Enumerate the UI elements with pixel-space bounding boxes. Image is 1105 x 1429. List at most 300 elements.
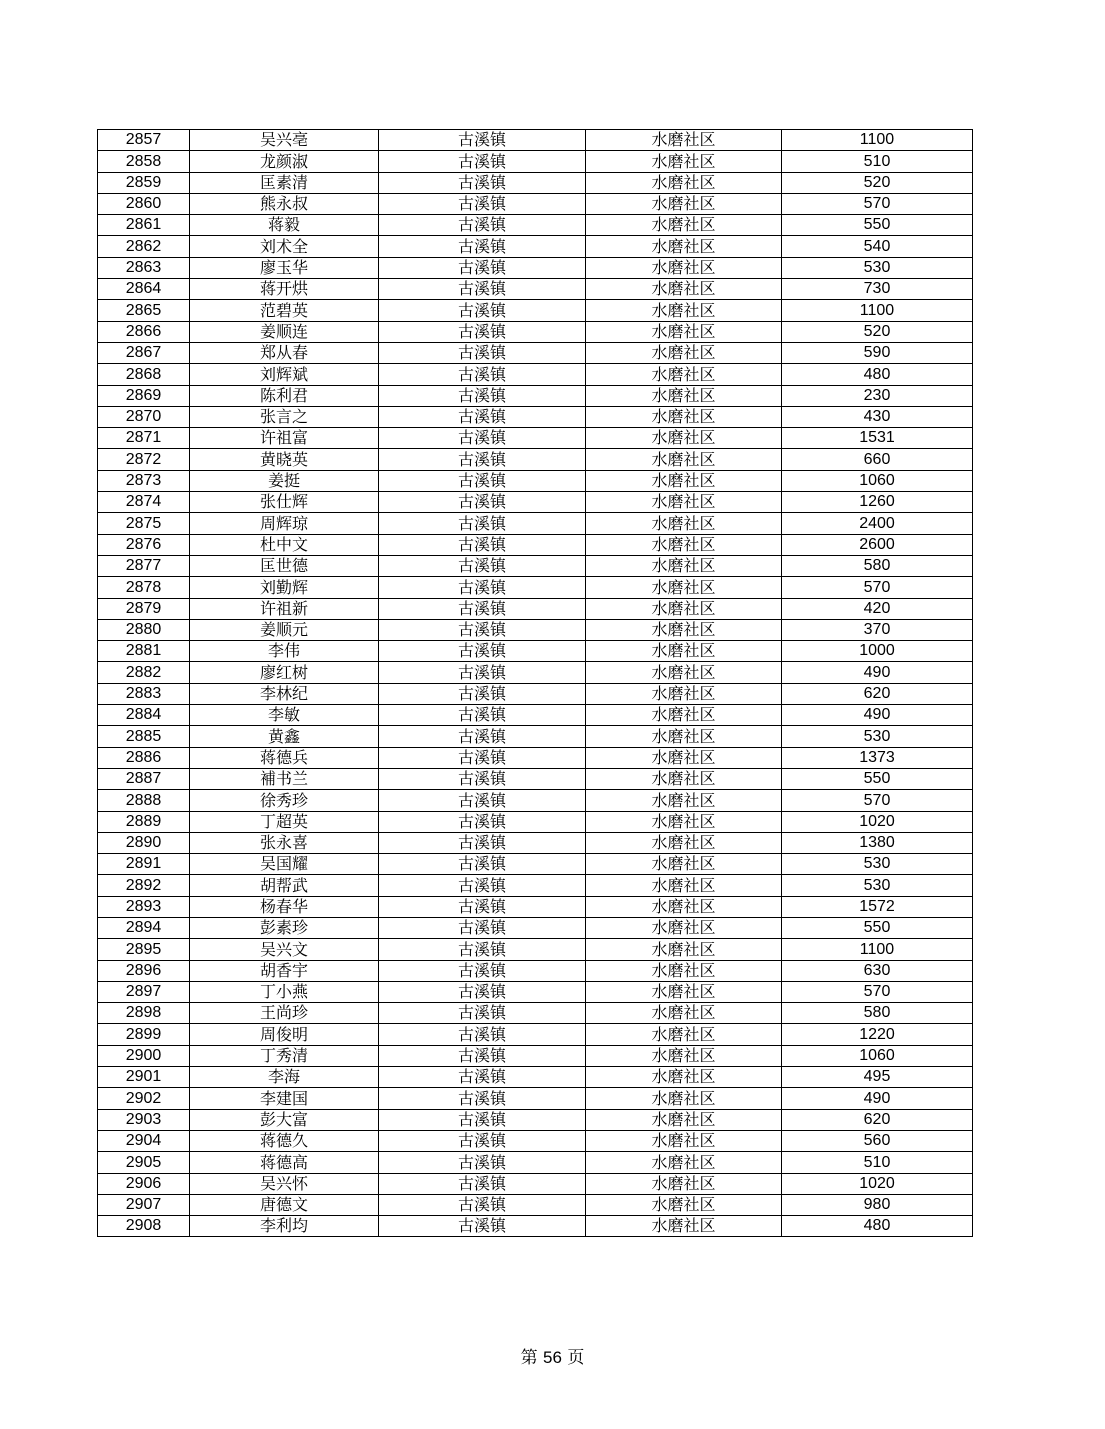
serial-number-cell: 2898 bbox=[98, 1003, 190, 1024]
table-row bbox=[98, 854, 973, 875]
town-cell: 古溪镇 bbox=[379, 406, 586, 427]
serial-number-cell: 2867 bbox=[98, 342, 190, 363]
amount-cell: 1020 bbox=[782, 811, 973, 832]
amount-cell: 520 bbox=[782, 321, 973, 342]
table-row bbox=[98, 683, 973, 704]
name-cell: 彭素珍 bbox=[190, 917, 379, 938]
town-cell: 古溪镇 bbox=[379, 470, 586, 491]
serial-number-cell: 2894 bbox=[98, 917, 190, 938]
amount-cell: 550 bbox=[782, 215, 973, 236]
amount-cell: 1380 bbox=[782, 832, 973, 853]
amount-cell: 1572 bbox=[782, 896, 973, 917]
community-cell: 水磨社区 bbox=[586, 364, 782, 385]
community-cell: 水磨社区 bbox=[586, 279, 782, 300]
name-cell: 唐德文 bbox=[190, 1194, 379, 1215]
table-row bbox=[98, 1194, 973, 1215]
name-cell: 许祖富 bbox=[190, 428, 379, 449]
name-cell: 蒋德久 bbox=[190, 1130, 379, 1151]
town-cell: 古溪镇 bbox=[379, 449, 586, 470]
community-cell: 水磨社区 bbox=[586, 1152, 782, 1173]
name-cell: 姜顺连 bbox=[190, 321, 379, 342]
name-cell: 陈利君 bbox=[190, 385, 379, 406]
town-cell: 古溪镇 bbox=[379, 130, 586, 151]
town-cell: 古溪镇 bbox=[379, 513, 586, 534]
name-cell: 蒋德高 bbox=[190, 1152, 379, 1173]
amount-cell: 530 bbox=[782, 854, 973, 875]
table-row bbox=[98, 598, 973, 619]
community-cell: 水磨社区 bbox=[586, 641, 782, 662]
name-cell: 李林纪 bbox=[190, 683, 379, 704]
table-row bbox=[98, 215, 973, 236]
community-cell: 水磨社区 bbox=[586, 917, 782, 938]
amount-cell: 580 bbox=[782, 1003, 973, 1024]
serial-number-cell: 2858 bbox=[98, 151, 190, 172]
serial-number-cell: 2908 bbox=[98, 1216, 190, 1237]
community-cell: 水磨社区 bbox=[586, 683, 782, 704]
serial-number-cell: 2892 bbox=[98, 875, 190, 896]
amount-cell: 430 bbox=[782, 406, 973, 427]
name-cell: 徐秀珍 bbox=[190, 790, 379, 811]
community-cell: 水磨社区 bbox=[586, 981, 782, 1002]
serial-number-cell: 2868 bbox=[98, 364, 190, 385]
community-cell: 水磨社区 bbox=[586, 172, 782, 193]
amount-cell: 570 bbox=[782, 981, 973, 1002]
table-row bbox=[98, 1130, 973, 1151]
serial-number-cell: 2889 bbox=[98, 811, 190, 832]
serial-number-cell: 2907 bbox=[98, 1194, 190, 1215]
serial-number-cell: 2860 bbox=[98, 193, 190, 214]
community-cell: 水磨社区 bbox=[586, 1003, 782, 1024]
name-cell: 吴国耀 bbox=[190, 854, 379, 875]
name-cell: 李伟 bbox=[190, 641, 379, 662]
table-row bbox=[98, 811, 973, 832]
amount-cell: 520 bbox=[782, 172, 973, 193]
name-cell: 李敏 bbox=[190, 705, 379, 726]
footer-suffix: 页 bbox=[567, 1348, 585, 1368]
community-cell: 水磨社区 bbox=[586, 215, 782, 236]
amount-cell: 480 bbox=[782, 364, 973, 385]
amount-cell: 550 bbox=[782, 917, 973, 938]
table-row bbox=[98, 492, 973, 513]
amount-cell: 660 bbox=[782, 449, 973, 470]
community-cell: 水磨社区 bbox=[586, 832, 782, 853]
community-cell: 水磨社区 bbox=[586, 257, 782, 278]
table-row bbox=[98, 470, 973, 491]
name-cell: 匡世德 bbox=[190, 555, 379, 576]
amount-cell: 620 bbox=[782, 683, 973, 704]
town-cell: 古溪镇 bbox=[379, 854, 586, 875]
serial-number-cell: 2899 bbox=[98, 1024, 190, 1045]
community-cell: 水磨社区 bbox=[586, 342, 782, 363]
name-cell: 杨春华 bbox=[190, 896, 379, 917]
table-row bbox=[98, 747, 973, 768]
town-cell: 古溪镇 bbox=[379, 151, 586, 172]
town-cell: 古溪镇 bbox=[379, 300, 586, 321]
serial-number-cell: 2878 bbox=[98, 577, 190, 598]
amount-cell: 1020 bbox=[782, 1173, 973, 1194]
amount-cell: 580 bbox=[782, 555, 973, 576]
name-cell: 黄鑫 bbox=[190, 726, 379, 747]
town-cell: 古溪镇 bbox=[379, 279, 586, 300]
name-cell: 王尚珍 bbox=[190, 1003, 379, 1024]
community-cell: 水磨社区 bbox=[586, 1109, 782, 1130]
amount-cell: 490 bbox=[782, 1088, 973, 1109]
community-cell: 水磨社区 bbox=[586, 1173, 782, 1194]
serial-number-cell: 2902 bbox=[98, 1088, 190, 1109]
table-row bbox=[98, 172, 973, 193]
amount-cell: 420 bbox=[782, 598, 973, 619]
name-cell: 丁秀清 bbox=[190, 1045, 379, 1066]
community-cell: 水磨社区 bbox=[586, 960, 782, 981]
amount-cell: 1260 bbox=[782, 492, 973, 513]
town-cell: 古溪镇 bbox=[379, 790, 586, 811]
town-cell: 古溪镇 bbox=[379, 257, 586, 278]
community-cell: 水磨社区 bbox=[586, 555, 782, 576]
town-cell: 古溪镇 bbox=[379, 641, 586, 662]
amount-cell: 480 bbox=[782, 1216, 973, 1237]
serial-number-cell: 2874 bbox=[98, 492, 190, 513]
serial-number-cell: 2897 bbox=[98, 981, 190, 1002]
community-cell: 水磨社区 bbox=[586, 854, 782, 875]
community-cell: 水磨社区 bbox=[586, 406, 782, 427]
town-cell: 古溪镇 bbox=[379, 1194, 586, 1215]
serial-number-cell: 2890 bbox=[98, 832, 190, 853]
table-row bbox=[98, 406, 973, 427]
amount-cell: 1531 bbox=[782, 428, 973, 449]
town-cell: 古溪镇 bbox=[379, 662, 586, 683]
town-cell: 古溪镇 bbox=[379, 1045, 586, 1066]
table-row bbox=[98, 513, 973, 534]
amount-cell: 1220 bbox=[782, 1024, 973, 1045]
serial-number-cell: 2901 bbox=[98, 1067, 190, 1088]
town-cell: 古溪镇 bbox=[379, 321, 586, 342]
serial-number-cell: 2866 bbox=[98, 321, 190, 342]
serial-number-cell: 2903 bbox=[98, 1109, 190, 1130]
footer-prefix: 第 bbox=[520, 1348, 538, 1368]
amount-cell: 1060 bbox=[782, 470, 973, 491]
town-cell: 古溪镇 bbox=[379, 875, 586, 896]
name-cell: 周俊明 bbox=[190, 1024, 379, 1045]
table-row bbox=[98, 534, 973, 555]
serial-number-cell: 2875 bbox=[98, 513, 190, 534]
town-cell: 古溪镇 bbox=[379, 896, 586, 917]
amount-cell: 590 bbox=[782, 342, 973, 363]
name-cell: 姜顺元 bbox=[190, 619, 379, 640]
amount-cell: 560 bbox=[782, 1130, 973, 1151]
town-cell: 古溪镇 bbox=[379, 534, 586, 555]
serial-number-cell: 2880 bbox=[98, 619, 190, 640]
amount-cell: 530 bbox=[782, 875, 973, 896]
amount-cell: 230 bbox=[782, 385, 973, 406]
name-cell: 张永喜 bbox=[190, 832, 379, 853]
table-row bbox=[98, 300, 973, 321]
community-cell: 水磨社区 bbox=[586, 492, 782, 513]
serial-number-cell: 2869 bbox=[98, 385, 190, 406]
town-cell: 古溪镇 bbox=[379, 768, 586, 789]
serial-number-cell: 2872 bbox=[98, 449, 190, 470]
page-number: 56 bbox=[543, 1348, 562, 1367]
table-row bbox=[98, 790, 973, 811]
community-cell: 水磨社区 bbox=[586, 705, 782, 726]
table-row bbox=[98, 577, 973, 598]
name-cell: 廖玉华 bbox=[190, 257, 379, 278]
table-row bbox=[98, 917, 973, 938]
town-cell: 古溪镇 bbox=[379, 960, 586, 981]
community-cell: 水磨社区 bbox=[586, 428, 782, 449]
table-row bbox=[98, 1088, 973, 1109]
amount-cell: 570 bbox=[782, 193, 973, 214]
amount-cell: 370 bbox=[782, 619, 973, 640]
name-cell: 吴兴文 bbox=[190, 939, 379, 960]
community-cell: 水磨社区 bbox=[586, 130, 782, 151]
name-cell: 龙颜淑 bbox=[190, 151, 379, 172]
amount-cell: 2400 bbox=[782, 513, 973, 534]
name-cell: 周辉琼 bbox=[190, 513, 379, 534]
town-cell: 古溪镇 bbox=[379, 726, 586, 747]
serial-number-cell: 2881 bbox=[98, 641, 190, 662]
table-row bbox=[98, 385, 973, 406]
town-cell: 古溪镇 bbox=[379, 917, 586, 938]
amount-cell: 510 bbox=[782, 1152, 973, 1173]
community-cell: 水磨社区 bbox=[586, 385, 782, 406]
serial-number-cell: 2883 bbox=[98, 683, 190, 704]
serial-number-cell: 2887 bbox=[98, 768, 190, 789]
amount-cell: 630 bbox=[782, 960, 973, 981]
name-cell: 蒋毅 bbox=[190, 215, 379, 236]
amount-cell: 510 bbox=[782, 151, 973, 172]
amount-cell: 1060 bbox=[782, 1045, 973, 1066]
amount-cell: 495 bbox=[782, 1067, 973, 1088]
amount-cell: 1373 bbox=[782, 747, 973, 768]
table-row bbox=[98, 981, 973, 1002]
serial-number-cell: 2888 bbox=[98, 790, 190, 811]
table-row bbox=[98, 151, 973, 172]
table-row bbox=[98, 1024, 973, 1045]
town-cell: 古溪镇 bbox=[379, 364, 586, 385]
table-row bbox=[98, 705, 973, 726]
community-cell: 水磨社区 bbox=[586, 1130, 782, 1151]
community-cell: 水磨社区 bbox=[586, 321, 782, 342]
serial-number-cell: 2859 bbox=[98, 172, 190, 193]
town-cell: 古溪镇 bbox=[379, 342, 586, 363]
name-cell: 刘术全 bbox=[190, 236, 379, 257]
name-cell: 熊永叔 bbox=[190, 193, 379, 214]
town-cell: 古溪镇 bbox=[379, 939, 586, 960]
town-cell: 古溪镇 bbox=[379, 1173, 586, 1194]
town-cell: 古溪镇 bbox=[379, 577, 586, 598]
town-cell: 古溪镇 bbox=[379, 811, 586, 832]
name-cell: 補书兰 bbox=[190, 768, 379, 789]
town-cell: 古溪镇 bbox=[379, 598, 586, 619]
name-cell: 丁小燕 bbox=[190, 981, 379, 1002]
serial-number-cell: 2864 bbox=[98, 279, 190, 300]
town-cell: 古溪镇 bbox=[379, 236, 586, 257]
community-cell: 水磨社区 bbox=[586, 598, 782, 619]
name-cell: 吴兴亳 bbox=[190, 130, 379, 151]
table-row bbox=[98, 960, 973, 981]
name-cell: 蒋开烘 bbox=[190, 279, 379, 300]
table-row bbox=[98, 619, 973, 640]
town-cell: 古溪镇 bbox=[379, 555, 586, 576]
name-cell: 李利均 bbox=[190, 1216, 379, 1237]
amount-cell: 570 bbox=[782, 577, 973, 598]
name-cell: 杜中文 bbox=[190, 534, 379, 555]
serial-number-cell: 2906 bbox=[98, 1173, 190, 1194]
name-cell: 刘辉斌 bbox=[190, 364, 379, 385]
page-footer bbox=[0, 1343, 1105, 1368]
community-cell: 水磨社区 bbox=[586, 875, 782, 896]
town-cell: 古溪镇 bbox=[379, 832, 586, 853]
table-row bbox=[98, 279, 973, 300]
name-cell: 姜挺 bbox=[190, 470, 379, 491]
name-cell: 吴兴怀 bbox=[190, 1173, 379, 1194]
name-cell: 张仕辉 bbox=[190, 492, 379, 513]
community-cell: 水磨社区 bbox=[586, 1067, 782, 1088]
serial-number-cell: 2862 bbox=[98, 236, 190, 257]
serial-number-cell: 2876 bbox=[98, 534, 190, 555]
name-cell: 范碧英 bbox=[190, 300, 379, 321]
amount-cell: 570 bbox=[782, 790, 973, 811]
table-row bbox=[98, 236, 973, 257]
community-cell: 水磨社区 bbox=[586, 747, 782, 768]
community-cell: 水磨社区 bbox=[586, 1216, 782, 1237]
records-table bbox=[97, 129, 973, 1237]
community-cell: 水磨社区 bbox=[586, 896, 782, 917]
amount-cell: 620 bbox=[782, 1109, 973, 1130]
name-cell: 张言之 bbox=[190, 406, 379, 427]
table-row bbox=[98, 321, 973, 342]
table-row bbox=[98, 896, 973, 917]
amount-cell: 1100 bbox=[782, 130, 973, 151]
table-row bbox=[98, 1216, 973, 1237]
amount-cell: 530 bbox=[782, 726, 973, 747]
serial-number-cell: 2877 bbox=[98, 555, 190, 576]
amount-cell: 980 bbox=[782, 1194, 973, 1215]
community-cell: 水磨社区 bbox=[586, 534, 782, 555]
town-cell: 古溪镇 bbox=[379, 492, 586, 513]
amount-cell: 550 bbox=[782, 768, 973, 789]
serial-number-cell: 2857 bbox=[98, 130, 190, 151]
amount-cell: 730 bbox=[782, 279, 973, 300]
town-cell: 古溪镇 bbox=[379, 385, 586, 406]
serial-number-cell: 2895 bbox=[98, 939, 190, 960]
amount-cell: 530 bbox=[782, 257, 973, 278]
table-row bbox=[98, 832, 973, 853]
town-cell: 古溪镇 bbox=[379, 1216, 586, 1237]
community-cell: 水磨社区 bbox=[586, 1045, 782, 1066]
name-cell: 李建国 bbox=[190, 1088, 379, 1109]
community-cell: 水磨社区 bbox=[586, 449, 782, 470]
community-cell: 水磨社区 bbox=[586, 1024, 782, 1045]
serial-number-cell: 2861 bbox=[98, 215, 190, 236]
table-row bbox=[98, 1045, 973, 1066]
serial-number-cell: 2896 bbox=[98, 960, 190, 981]
community-cell: 水磨社区 bbox=[586, 470, 782, 491]
amount-cell: 490 bbox=[782, 662, 973, 683]
town-cell: 古溪镇 bbox=[379, 619, 586, 640]
community-cell: 水磨社区 bbox=[586, 768, 782, 789]
town-cell: 古溪镇 bbox=[379, 705, 586, 726]
name-cell: 胡帮武 bbox=[190, 875, 379, 896]
serial-number-cell: 2870 bbox=[98, 406, 190, 427]
amount-cell: 1100 bbox=[782, 939, 973, 960]
town-cell: 古溪镇 bbox=[379, 1130, 586, 1151]
town-cell: 古溪镇 bbox=[379, 428, 586, 449]
table-row bbox=[98, 726, 973, 747]
name-cell: 蒋德兵 bbox=[190, 747, 379, 768]
amount-cell: 2600 bbox=[782, 534, 973, 555]
town-cell: 古溪镇 bbox=[379, 747, 586, 768]
serial-number-cell: 2873 bbox=[98, 470, 190, 491]
table-row bbox=[98, 768, 973, 789]
amount-cell: 1100 bbox=[782, 300, 973, 321]
records-table-body bbox=[98, 130, 973, 1237]
town-cell: 古溪镇 bbox=[379, 1067, 586, 1088]
name-cell: 廖红树 bbox=[190, 662, 379, 683]
name-cell: 黄晓英 bbox=[190, 449, 379, 470]
table-row bbox=[98, 342, 973, 363]
table-row bbox=[98, 641, 973, 662]
serial-number-cell: 2871 bbox=[98, 428, 190, 449]
serial-number-cell: 2865 bbox=[98, 300, 190, 321]
town-cell: 古溪镇 bbox=[379, 193, 586, 214]
town-cell: 古溪镇 bbox=[379, 1088, 586, 1109]
community-cell: 水磨社区 bbox=[586, 513, 782, 534]
table-row bbox=[98, 1003, 973, 1024]
town-cell: 古溪镇 bbox=[379, 1003, 586, 1024]
name-cell: 彭大富 bbox=[190, 1109, 379, 1130]
serial-number-cell: 2891 bbox=[98, 854, 190, 875]
community-cell: 水磨社区 bbox=[586, 577, 782, 598]
community-cell: 水磨社区 bbox=[586, 236, 782, 257]
serial-number-cell: 2905 bbox=[98, 1152, 190, 1173]
table-row bbox=[98, 449, 973, 470]
town-cell: 古溪镇 bbox=[379, 1024, 586, 1045]
town-cell: 古溪镇 bbox=[379, 683, 586, 704]
community-cell: 水磨社区 bbox=[586, 726, 782, 747]
community-cell: 水磨社区 bbox=[586, 619, 782, 640]
table-row bbox=[98, 939, 973, 960]
name-cell: 许祖新 bbox=[190, 598, 379, 619]
name-cell: 刘勤辉 bbox=[190, 577, 379, 598]
table-row bbox=[98, 1109, 973, 1130]
town-cell: 古溪镇 bbox=[379, 1152, 586, 1173]
town-cell: 古溪镇 bbox=[379, 172, 586, 193]
serial-number-cell: 2886 bbox=[98, 747, 190, 768]
amount-cell: 540 bbox=[782, 236, 973, 257]
serial-number-cell: 2879 bbox=[98, 598, 190, 619]
table-row bbox=[98, 130, 973, 151]
table-row bbox=[98, 428, 973, 449]
name-cell: 丁超英 bbox=[190, 811, 379, 832]
community-cell: 水磨社区 bbox=[586, 300, 782, 321]
serial-number-cell: 2863 bbox=[98, 257, 190, 278]
town-cell: 古溪镇 bbox=[379, 981, 586, 1002]
table-row bbox=[98, 257, 973, 278]
community-cell: 水磨社区 bbox=[586, 151, 782, 172]
community-cell: 水磨社区 bbox=[586, 1194, 782, 1215]
table-row bbox=[98, 875, 973, 896]
serial-number-cell: 2893 bbox=[98, 896, 190, 917]
name-cell: 郑从春 bbox=[190, 342, 379, 363]
serial-number-cell: 2885 bbox=[98, 726, 190, 747]
amount-cell: 1000 bbox=[782, 641, 973, 662]
serial-number-cell: 2904 bbox=[98, 1130, 190, 1151]
name-cell: 胡香宇 bbox=[190, 960, 379, 981]
table-row bbox=[98, 1152, 973, 1173]
name-cell: 李海 bbox=[190, 1067, 379, 1088]
community-cell: 水磨社区 bbox=[586, 193, 782, 214]
